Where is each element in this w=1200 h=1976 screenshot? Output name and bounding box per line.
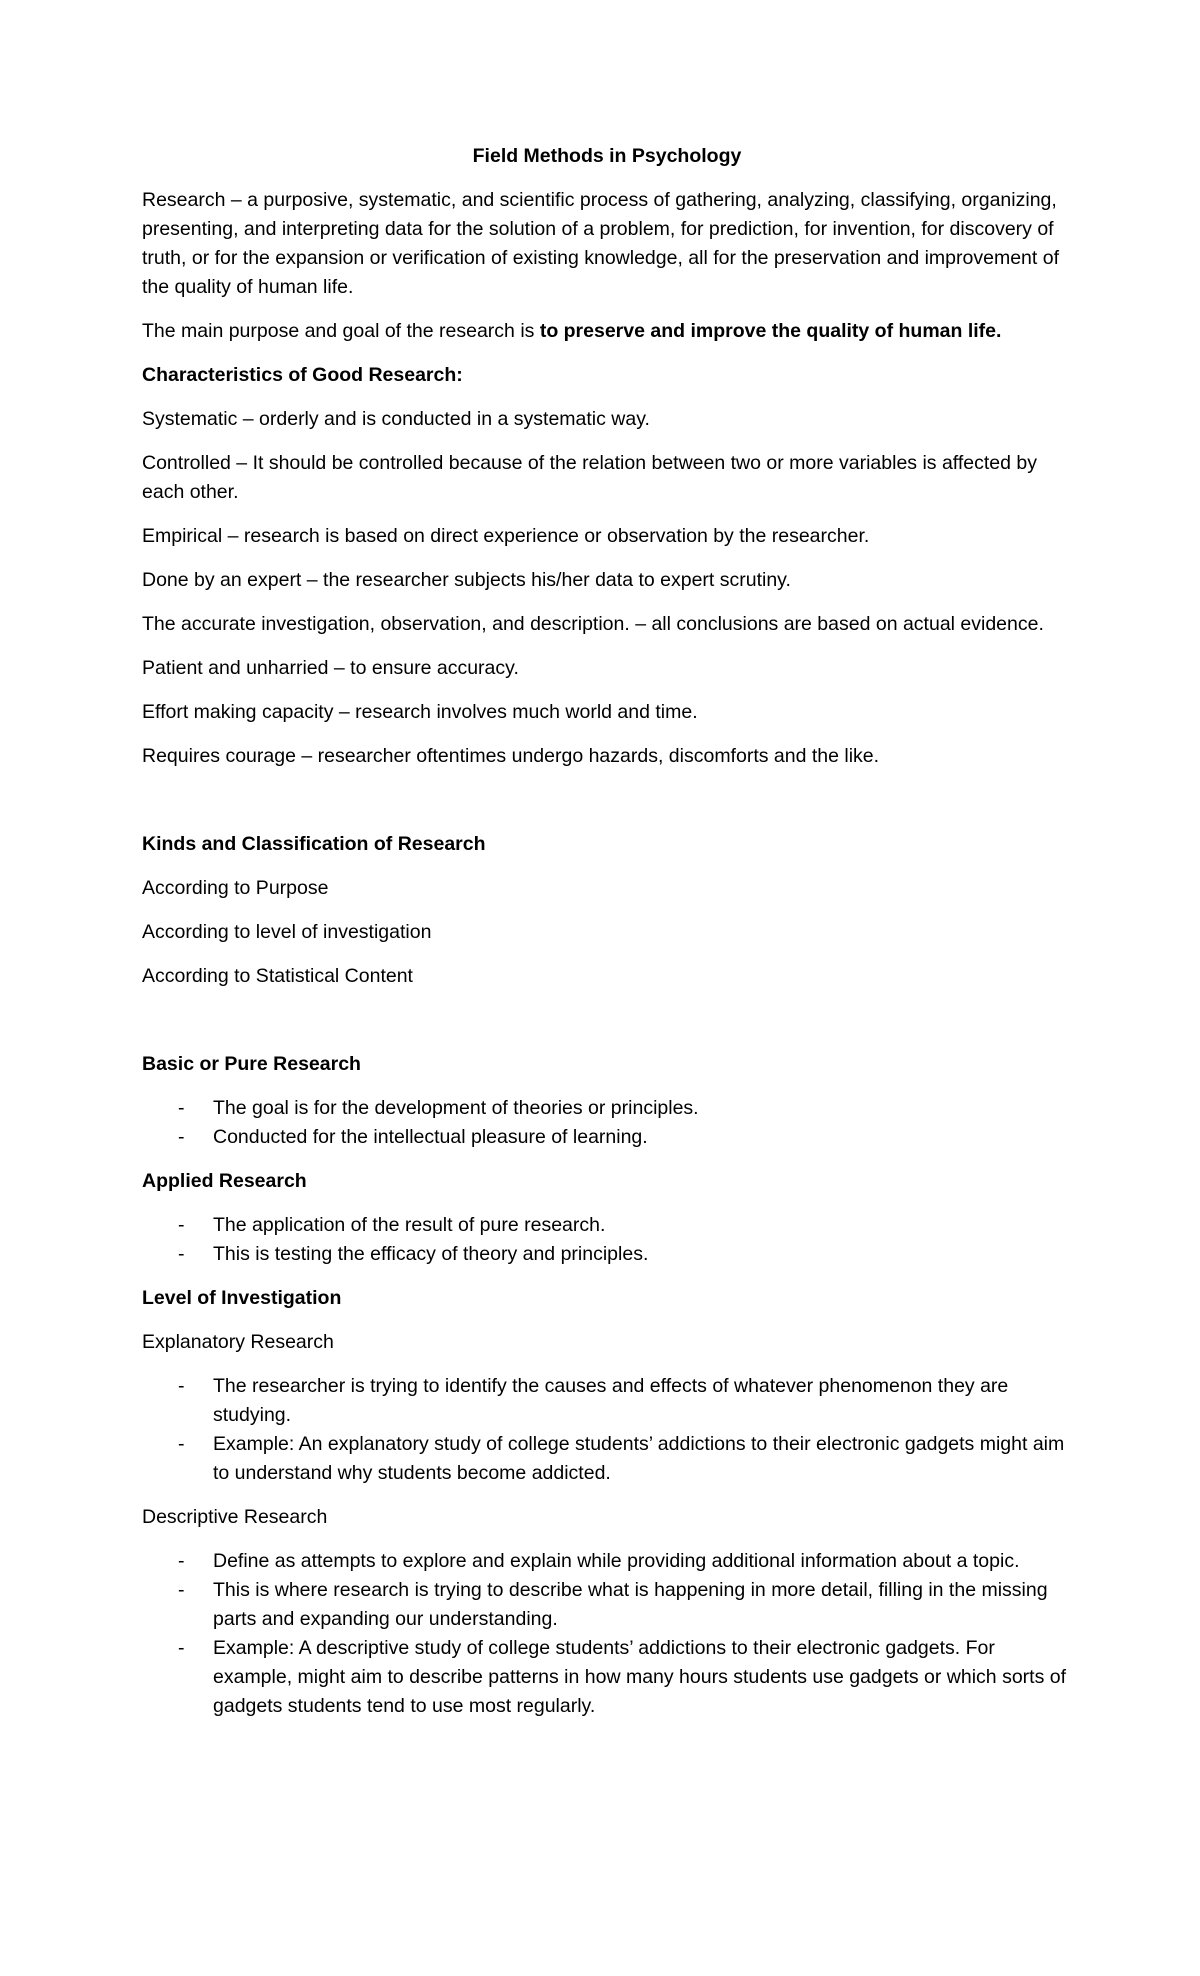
dash-bullet: -	[178, 1126, 185, 1148]
characteristic-expert: Done by an expert – the researcher subjects his/her data to expert scrutiny.	[142, 569, 791, 591]
dash-bullet: -	[178, 1375, 185, 1397]
list-item-text: Define as attempts to explore and explain while providing additional information about a topic.	[213, 1550, 1020, 1572]
list-item-text: Example: An explanatory study of college students’ addictions to their electronic gadgets might aim to understand why students become addicted.	[213, 1433, 1065, 1484]
list-item-text: This is testing the efficacy of theory and principles.	[213, 1243, 649, 1265]
list-item	[142, 1094, 1072, 1123]
purpose-statement	[142, 317, 1072, 346]
list-item	[142, 1211, 1072, 1240]
explanatory-research-label: Explanatory Research	[142, 1331, 334, 1353]
dash-bullet: -	[178, 1214, 185, 1236]
list-item-text: Conducted for the intellectual pleasure of learning.	[213, 1126, 648, 1148]
purpose-prefix: The main purpose and goal of the research is	[142, 320, 540, 342]
kind-purpose: According to Purpose	[142, 877, 329, 899]
descriptive-research-list	[142, 1547, 1072, 1721]
blank-line	[142, 1006, 1072, 1050]
dash-bullet: -	[178, 1097, 185, 1119]
list-item-text: The researcher is trying to identify the causes and effects of whatever phenomenon they are studying.	[213, 1375, 1009, 1426]
kind-level: According to level of investigation	[142, 921, 432, 943]
dash-bullet: -	[178, 1550, 185, 1572]
list-item	[142, 1123, 1072, 1152]
descriptive-research-label: Descriptive Research	[142, 1506, 328, 1528]
characteristic-courage: Requires courage – researcher oftentimes undergo hazards, discomforts and the like.	[142, 745, 880, 767]
list-item	[142, 1430, 1072, 1488]
list-item-text: This is where research is trying to describe what is happening in more detail, filling in the missing parts and expanding our understanding.	[213, 1579, 1048, 1630]
kind-statistical: According to Statistical Content	[142, 965, 413, 987]
research-definition: Research – a purposive, systematic, and scientific process of gathering, analyzing, classifying, organizing, presenting, and interpreting data for the solution of a problem, for prediction, for invention, for discovery of truth, or for the expansion or verification of existing knowledge, all for the preservation and improvement of the quality of human life.	[142, 189, 1059, 298]
document-title: Field Methods in Psychology	[472, 145, 742, 167]
dash-bullet: -	[178, 1637, 185, 1659]
document-body	[142, 142, 1072, 1736]
characteristic-controlled: Controlled – It should be controlled because of the relation between two or more variables is affected by each other.	[142, 452, 1038, 503]
characteristic-systematic: Systematic – orderly and is conducted in a systematic way.	[142, 408, 650, 430]
blank-line	[142, 786, 1072, 830]
level-investigation-heading: Level of Investigation	[142, 1287, 342, 1309]
characteristic-accurate: The accurate investigation, observation, and description. – all conclusions are based on actual evidence.	[142, 613, 1044, 635]
list-item-text: The application of the result of pure research.	[213, 1214, 606, 1236]
basic-research-list	[142, 1094, 1072, 1152]
list-item-text: The goal is for the development of theories or principles.	[213, 1097, 699, 1119]
list-item	[142, 1576, 1072, 1634]
dash-bullet: -	[178, 1579, 185, 1601]
applied-research-list	[142, 1211, 1072, 1269]
purpose-emphasis: to preserve and improve the quality of human life.	[539, 320, 1002, 342]
dash-bullet: -	[178, 1433, 185, 1455]
list-item	[142, 1634, 1072, 1721]
list-item-text: Example: A descriptive study of college students’ addictions to their electronic gadgets. For example, might aim to describe patterns in how many hours students use gadgets or which sorts of gadgets students tend to use most regularly.	[213, 1637, 1067, 1717]
characteristic-effort: Effort making capacity – research involves much world and time.	[142, 701, 698, 723]
characteristics-heading: Characteristics of Good Research:	[142, 364, 463, 386]
dash-bullet: -	[178, 1243, 185, 1265]
characteristic-empirical: Empirical – research is based on direct experience or observation by the researcher.	[142, 525, 870, 547]
characteristic-patient: Patient and unharried – to ensure accuracy.	[142, 657, 519, 679]
list-item	[142, 1547, 1072, 1576]
kinds-heading: Kinds and Classification of Research	[142, 833, 486, 855]
explanatory-research-list	[142, 1372, 1072, 1488]
list-item	[142, 1372, 1072, 1430]
basic-research-heading: Basic or Pure Research	[142, 1053, 361, 1075]
applied-research-heading: Applied Research	[142, 1170, 307, 1192]
list-item	[142, 1240, 1072, 1269]
